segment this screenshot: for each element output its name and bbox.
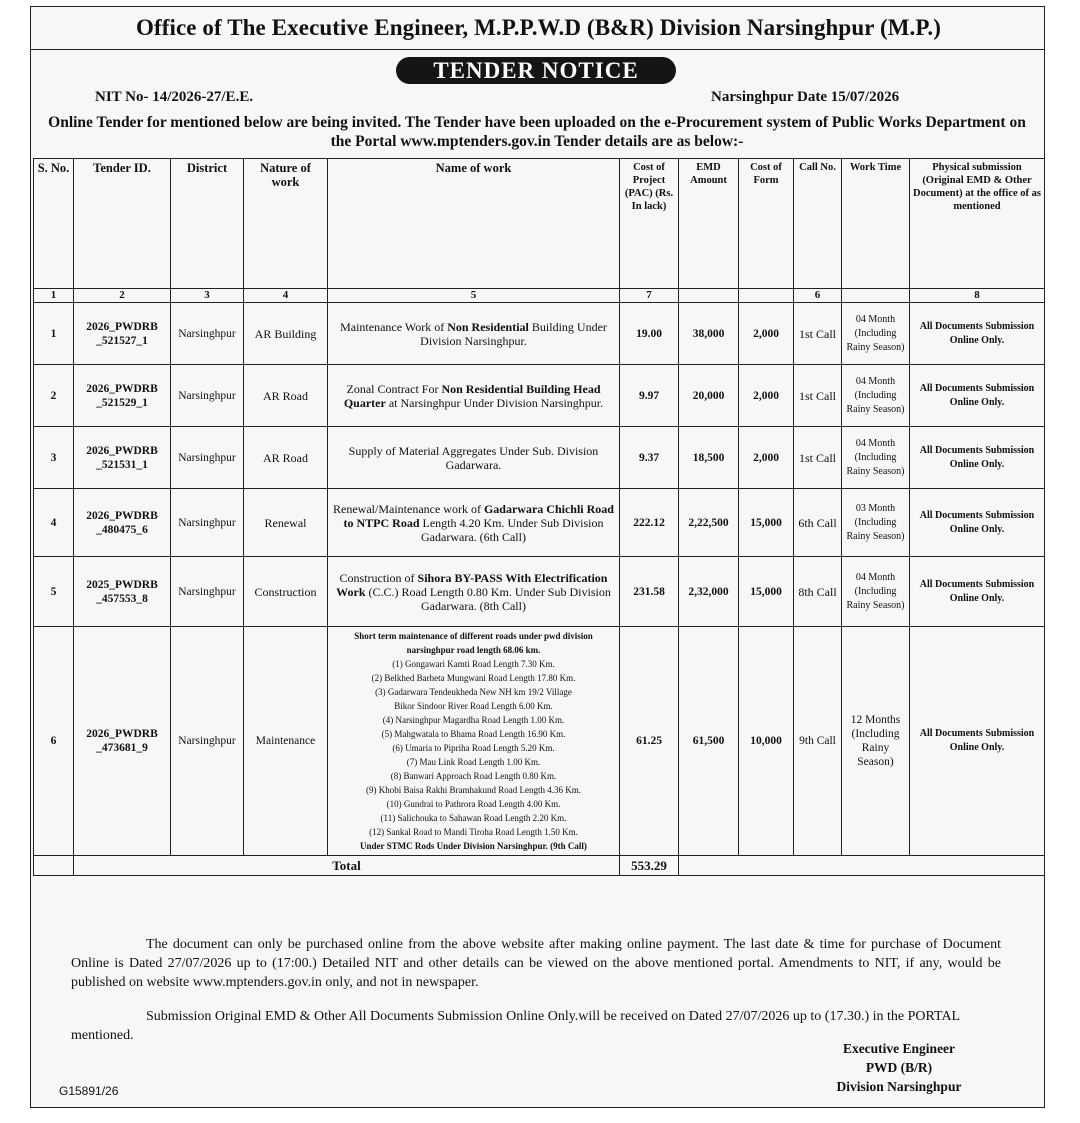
table-row [34, 557, 1045, 627]
cell-form-cost: 10,000 [739, 627, 794, 856]
cell-emd: 61,500 [679, 627, 739, 856]
tender-notice-badge: TENDER NOTICE [396, 57, 676, 84]
col-header-call-no: Call No. [794, 159, 842, 289]
empty-cell [679, 856, 1045, 876]
work-item: (5) Mahgwatala to Bhama Road Length 16.90 Km. [381, 729, 566, 739]
cell-pac: 9.97 [620, 365, 679, 427]
office-title: Office of The Executive Engineer, M.P.P.W.D (B&R) Division Narsinghpur (M.P.) [135, 15, 942, 40]
work-text: Construction of [339, 570, 418, 585]
col-header-nature: Nature of work [244, 159, 328, 289]
col-header-name-of-work: Name of work [328, 159, 620, 289]
col-header-submission: Physical submission (Original EMD & Other Document) at the office of as mentioned [910, 159, 1045, 289]
col-number: 3 [171, 289, 244, 303]
cell-sno: 4 [34, 489, 74, 557]
cell-tender-id: 2026_PWDRB _480475_6 [74, 489, 171, 557]
tender-table [33, 158, 1045, 876]
signatory-division: Division Narsinghpur [836, 1079, 962, 1094]
table-row [34, 627, 1045, 856]
table-row [34, 427, 1045, 489]
work-text: Supply of Material Aggregates Under Sub. Division Gadarwara. [348, 443, 599, 472]
cell-call: 1st Call [794, 427, 842, 489]
col-number: 4 [244, 289, 328, 303]
work-text: at Narsinghpur Under Division Narsinghpur. [385, 395, 604, 410]
cell-submission: All Documents Submission Online Only. [910, 627, 1045, 856]
header-divider [31, 49, 1044, 50]
cell-pac: 61.25 [620, 627, 679, 856]
cell-sno: 6 [34, 627, 74, 856]
cell-name-of-work [328, 427, 620, 489]
col-number [679, 289, 739, 303]
work-item: (2) Belkhed Barheta Mungwani Road Length 17.80 Km. [371, 673, 576, 683]
cell-district: Narsinghpur [171, 489, 244, 557]
cell-sno: 3 [34, 427, 74, 489]
intro-text: Online Tender for mentioned below are being invited. The Tender have been uploaded on the e-Procurement system of Public Works Department on the Portal www.mptenders.gov.in Tender details are as below:- [48, 114, 1026, 150]
cell-tender-id: 2026_PWDRB _473681_9 [74, 627, 171, 856]
cell-district: Narsinghpur [171, 303, 244, 365]
work-item: (8) Banwari Approach Road Length 0.80 Km. [390, 771, 557, 781]
cell-nature: AR Road [244, 427, 328, 489]
work-item: Bikor Sindoor River Road Length 6.00 Km. [394, 701, 553, 711]
work-text: Length 4.20 Km. Under Sub Division Gadarwara. (6th Call) [419, 515, 604, 544]
work-item: (12) Sankal Road to Mandi Tiroha Road Length 1.50 Km. [369, 827, 578, 837]
cell-submission: All Documents Submission Online Only. [910, 427, 1045, 489]
work-text-bold: Non Residential Building Head Quarter [343, 381, 601, 410]
cell-nature: Construction [244, 557, 328, 627]
cell-form-cost: 2,000 [739, 427, 794, 489]
work-heading: Short term maintenance of different roads under pwd division narsinghpur road length 68.06 km. [354, 631, 593, 655]
cell-name-of-work [328, 365, 620, 427]
work-item: (4) Narsinghpur Magardha Road Length 1.00 Km. [382, 715, 565, 725]
signature-block [814, 1039, 984, 1096]
cell-submission: All Documents Submission Online Only. [910, 489, 1045, 557]
total-row [34, 856, 1045, 876]
cell-form-cost: 15,000 [739, 557, 794, 627]
table-row [34, 303, 1045, 365]
cell-work-time: 04 Month (Including Rainy Season) [842, 365, 910, 427]
cell-district: Narsinghpur [171, 427, 244, 489]
cell-nature: Renewal [244, 489, 328, 557]
cell-work-time: 04 Month (Including Rainy Season) [842, 557, 910, 627]
work-text-bold: Gadarwara Chichli Road to NTPC Road [343, 501, 614, 530]
cell-call: 1st Call [794, 303, 842, 365]
cell-pac: 9.37 [620, 427, 679, 489]
column-number-row [34, 289, 1045, 303]
cell-call: 6th Call [794, 489, 842, 557]
col-number: 7 [620, 289, 679, 303]
work-item: (3) Gadarwara Tendeukheda New NH km 19/2 Village [375, 687, 572, 697]
cell-work-time: 12 Months (Including Rainy Season) [842, 627, 910, 856]
cell-work-time: 04 Month (Including Rainy Season) [842, 427, 910, 489]
cell-nature: AR Road [244, 365, 328, 427]
work-text-bold: Sihora BY-PASS With Electrification Work [336, 570, 608, 599]
col-number: 8 [910, 289, 1045, 303]
cell-district: Narsinghpur [171, 627, 244, 856]
cell-work-time: 04 Month (Including Rainy Season) [842, 303, 910, 365]
work-text: Zonal Contract For [346, 381, 442, 396]
cell-tender-id: 2026_PWDRB _521531_1 [74, 427, 171, 489]
work-text: Renewal/Maintenance work of [333, 501, 484, 516]
cell-tender-id: 2026_PWDRB _521529_1 [74, 365, 171, 427]
col-header-pac: Cost of Project (PAC) (Rs. In lack) [620, 159, 679, 289]
signatory-title: Executive Engineer [842, 1041, 956, 1056]
cell-district: Narsinghpur [171, 557, 244, 627]
cell-work-time: 03 Month (Including Rainy Season) [842, 489, 910, 557]
cell-district: Narsinghpur [171, 365, 244, 427]
work-item: (6) Umaria to Pipriha Road Length 5.20 Km. [392, 743, 555, 753]
cell-submission: All Documents Submission Online Only. [910, 557, 1045, 627]
cell-submission: All Documents Submission Online Only. [910, 365, 1045, 427]
total-value: 553.29 [620, 856, 679, 876]
cell-emd: 38,000 [679, 303, 739, 365]
cell-emd: 2,32,000 [679, 557, 739, 627]
col-header-tender-id: Tender ID. [74, 159, 171, 289]
work-tail: Under STMC Rods Under Division Narsinghpur. (9th Call) [360, 841, 587, 851]
submission-instructions: Submission Original EMD & Other All Documents Submission Online Only.will be received on Dated 27/07/2026 up to (17.30.) in the PORTAL mentioned. [71, 1009, 960, 1043]
work-item: (11) Salichouka to Sahawan Road Length 2.20 Km. [380, 813, 567, 823]
work-item: (7) Mau Link Road Length 1.00 Km. [406, 757, 541, 767]
col-header-sno: S. No. [34, 159, 74, 289]
cell-form-cost: 2,000 [739, 365, 794, 427]
cell-sno: 1 [34, 303, 74, 365]
cell-sno: 2 [34, 365, 74, 427]
col-number: 1 [34, 289, 74, 303]
col-header-emd: EMD Amount [679, 159, 739, 289]
table-row [34, 365, 1045, 427]
table-row [34, 489, 1045, 557]
total-label: Total [74, 856, 620, 876]
col-number [842, 289, 910, 303]
tender-notice-page [30, 6, 1045, 1108]
nit-number: NIT No- 14/2026-27/E.E. [95, 89, 254, 105]
cell-pac: 231.58 [620, 557, 679, 627]
work-item: (10) Gundrai to Pathrora Road Length 4.00 Km. [386, 799, 561, 809]
cell-name-of-work [328, 627, 620, 856]
cell-form-cost: 2,000 [739, 303, 794, 365]
col-number: 6 [794, 289, 842, 303]
work-item: (9) Khobi Baisa Rakhi Bramhakund Road Length 4.36 Km. [366, 785, 581, 795]
cell-form-cost: 15,000 [739, 489, 794, 557]
work-text: Building Under Division Narsinghpur. [420, 319, 607, 348]
work-text: Maintenance Work of [340, 319, 448, 334]
notice-date: Narsinghpur Date 15/07/2026 [711, 89, 900, 105]
col-header-work-time: Work Time [842, 159, 910, 289]
work-text: (C.C.) Road Length 0.80 Km. Under Sub Division Gadarwara. (8th Call) [365, 584, 611, 613]
col-header-district: District [171, 159, 244, 289]
empty-cell [34, 856, 74, 876]
cell-pac: 222.12 [620, 489, 679, 557]
cell-nature: Maintenance [244, 627, 328, 856]
cell-call: 1st Call [794, 365, 842, 427]
cell-tender-id: 2026_PWDRB _521527_1 [74, 303, 171, 365]
col-number [739, 289, 794, 303]
cell-submission: All Documents Submission Online Only. [910, 303, 1045, 365]
cell-pac: 19.00 [620, 303, 679, 365]
cell-name-of-work [328, 489, 620, 557]
cell-name-of-work [328, 303, 620, 365]
cell-call: 9th Call [794, 627, 842, 856]
cell-emd: 18,500 [679, 427, 739, 489]
cell-call: 8th Call [794, 557, 842, 627]
work-text-bold: Non Residential [447, 319, 529, 334]
cell-emd: 2,22,500 [679, 489, 739, 557]
cell-tender-id: 2025_PWDRB _457553_8 [74, 557, 171, 627]
table-header-row [34, 159, 1045, 289]
cell-name-of-work [328, 557, 620, 627]
notice-code: G15891/26 [59, 1084, 119, 1098]
col-header-form-cost: Cost of Form [739, 159, 794, 289]
purchase-instructions: The document can only be purchased online from the above website after making online payment. The last date & time for purchase of Document Online is Dated 27/07/2026 up to (17:00.) Detailed NIT and other details can be viewed on the above mentioned portal. Amendments to NIT, if any, would be published on website www.mptenders.gov.in only, and not in newspaper. [71, 937, 1001, 990]
col-number: 5 [328, 289, 620, 303]
cell-emd: 20,000 [679, 365, 739, 427]
signatory-dept: PWD (B/R) [865, 1060, 933, 1075]
cell-nature: AR Building [244, 303, 328, 365]
work-item: (1) Gongawari Kamti Road Length 7.30 Km. [392, 659, 555, 669]
cell-sno: 5 [34, 557, 74, 627]
col-number: 2 [74, 289, 171, 303]
